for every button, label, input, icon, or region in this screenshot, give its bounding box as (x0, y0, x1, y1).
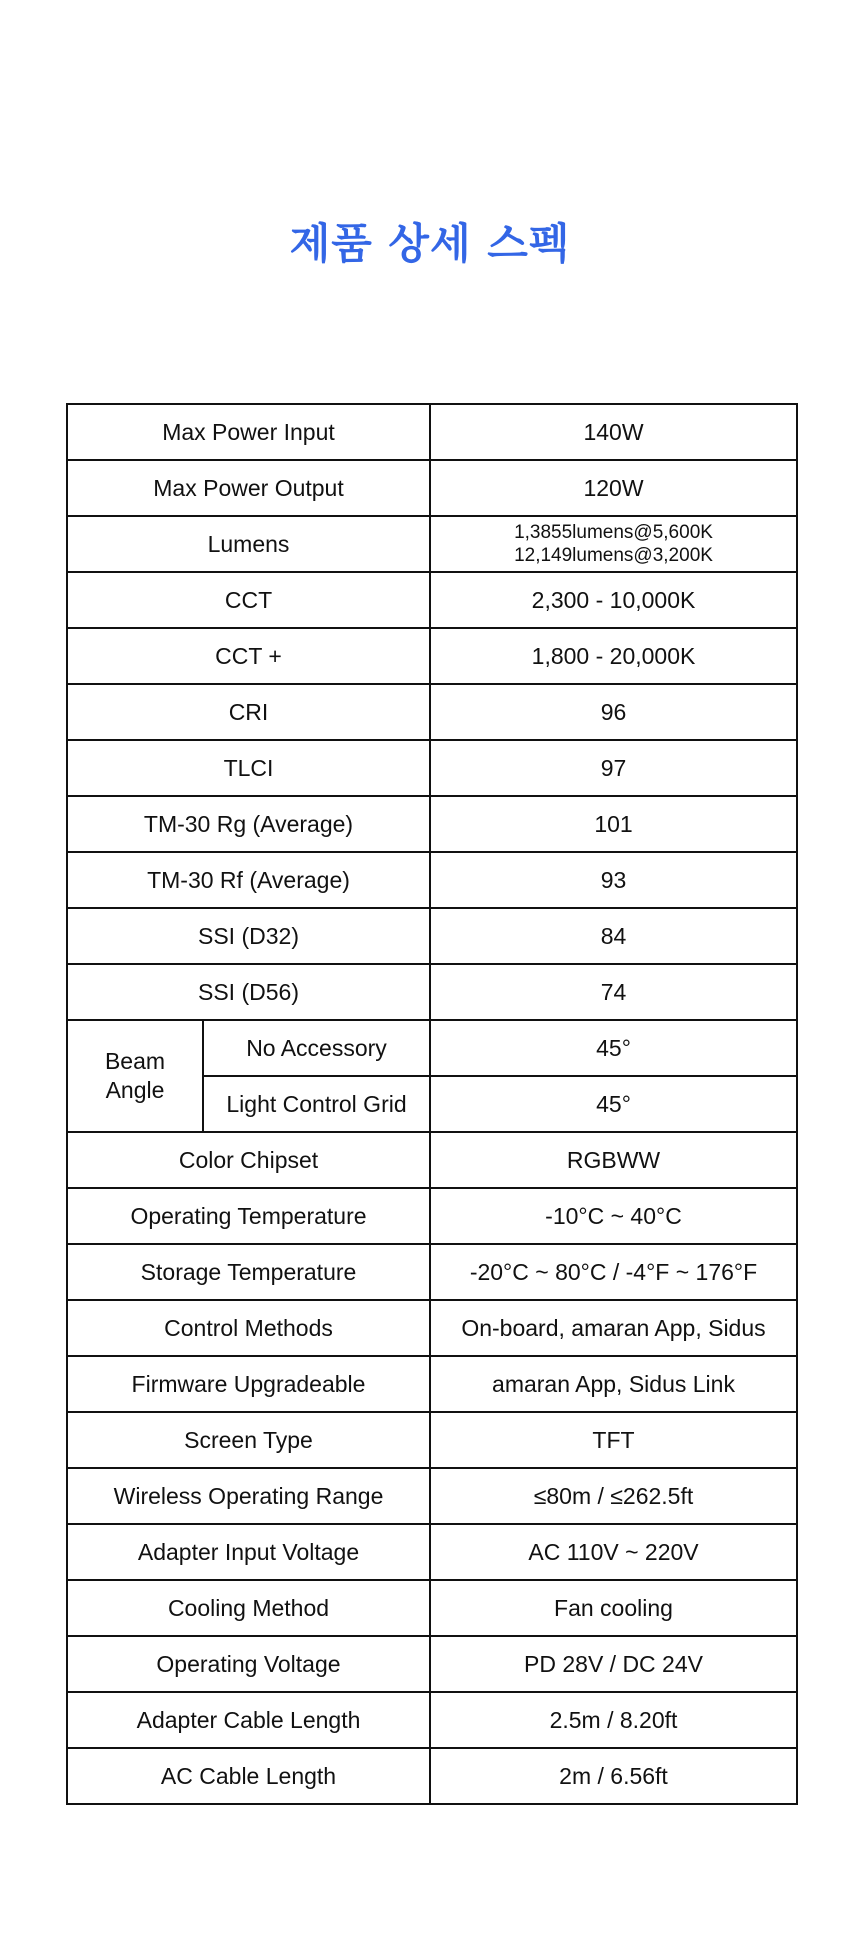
beam-angle-label-line-2: Angle (105, 1077, 165, 1103)
table-row (67, 1188, 797, 1244)
spec-value: 120W (430, 460, 797, 516)
spec-value: -10°C ~ 40°C (430, 1188, 797, 1244)
table-row (67, 908, 797, 964)
table-row (67, 740, 797, 796)
page-title: 제품 상세 스펙 (289, 219, 571, 268)
table-row (67, 460, 797, 516)
table-row (67, 628, 797, 684)
spec-label: CRI (67, 684, 430, 740)
spec-label: TLCI (67, 740, 430, 796)
spec-sublabel: No Accessory (203, 1020, 430, 1076)
spec-value: RGBWW (430, 1132, 797, 1188)
table-row (67, 852, 797, 908)
spec-value: 84 (430, 908, 797, 964)
spec-label: Adapter Input Voltage (67, 1524, 430, 1580)
spec-value: -20°C ~ 80°C / -4°F ~ 176°F (430, 1244, 797, 1300)
spec-value: 101 (430, 796, 797, 852)
table-row (67, 1636, 797, 1692)
beam-angle-group-label (67, 1020, 203, 1132)
table-row (67, 1132, 797, 1188)
spec-label: SSI (D56) (67, 964, 430, 1020)
spec-value: 74 (430, 964, 797, 1020)
beam-angle-label-line-1: Beam (104, 1048, 166, 1074)
spec-value: PD 28V / DC 24V (430, 1636, 797, 1692)
spec-label: Max Power Output (67, 460, 430, 516)
table-row (67, 404, 797, 460)
spec-label: Lumens (67, 516, 430, 572)
spec-value: 45° (430, 1020, 797, 1076)
spec-value: 1,800 - 20,000K (430, 628, 797, 684)
table-row (67, 1580, 797, 1636)
table-row (67, 964, 797, 1020)
spec-label: Max Power Input (67, 404, 430, 460)
spec-value: AC 110V ~ 220V (430, 1524, 797, 1580)
spec-label: Cooling Method (67, 1580, 430, 1636)
spec-label: AC Cable Length (67, 1748, 430, 1804)
spec-value: 2m / 6.56ft (430, 1748, 797, 1804)
spec-value: 96 (430, 684, 797, 740)
spec-label: Color Chipset (67, 1132, 430, 1188)
spec-value (430, 516, 797, 572)
spec-label: CCT + (67, 628, 430, 684)
spec-value: 97 (430, 740, 797, 796)
lumens-value-line-1: 1,3855lumens@5,600K (514, 522, 713, 543)
table-row (67, 516, 797, 572)
table-row (67, 1468, 797, 1524)
spec-label: TM-30 Rg (Average) (67, 796, 430, 852)
table-row (67, 1020, 797, 1076)
lumens-value-line-2: 12,149lumens@3,200K (514, 545, 713, 566)
spec-value: Fan cooling (430, 1580, 797, 1636)
spec-label: Operating Voltage (67, 1636, 430, 1692)
spec-label: TM-30 Rf (Average) (67, 852, 430, 908)
spec-label: Adapter Cable Length (67, 1692, 430, 1748)
spec-value: 140W (430, 404, 797, 460)
table-row (67, 1356, 797, 1412)
spec-value: 2,300 - 10,000K (430, 572, 797, 628)
spec-value: 2.5m / 8.20ft (430, 1692, 797, 1748)
table-row (67, 1524, 797, 1580)
spec-label: CCT (67, 572, 430, 628)
table-row (67, 1244, 797, 1300)
table-row (67, 1412, 797, 1468)
table-row (67, 684, 797, 740)
table-row (67, 1692, 797, 1748)
spec-value: On-board, amaran App, Sidus (430, 1300, 797, 1356)
table-row (67, 572, 797, 628)
spec-label: Storage Temperature (67, 1244, 430, 1300)
spec-value: 45° (430, 1076, 797, 1132)
table-row (67, 1300, 797, 1356)
spec-value: TFT (430, 1412, 797, 1468)
spec-label: Operating Temperature (67, 1188, 430, 1244)
spec-label: SSI (D32) (67, 908, 430, 964)
spec-value: ≤80m / ≤262.5ft (430, 1468, 797, 1524)
table-row (67, 796, 797, 852)
table-row (67, 1748, 797, 1804)
spec-label: Wireless Operating Range (67, 1468, 430, 1524)
spec-value: amaran App, Sidus Link (430, 1356, 797, 1412)
spec-value: 93 (430, 852, 797, 908)
spec-sublabel: Light Control Grid (203, 1076, 430, 1132)
spec-label: Control Methods (67, 1300, 430, 1356)
spec-table (66, 403, 798, 1805)
spec-label: Firmware Upgradeable (67, 1356, 430, 1412)
spec-label: Screen Type (67, 1412, 430, 1468)
